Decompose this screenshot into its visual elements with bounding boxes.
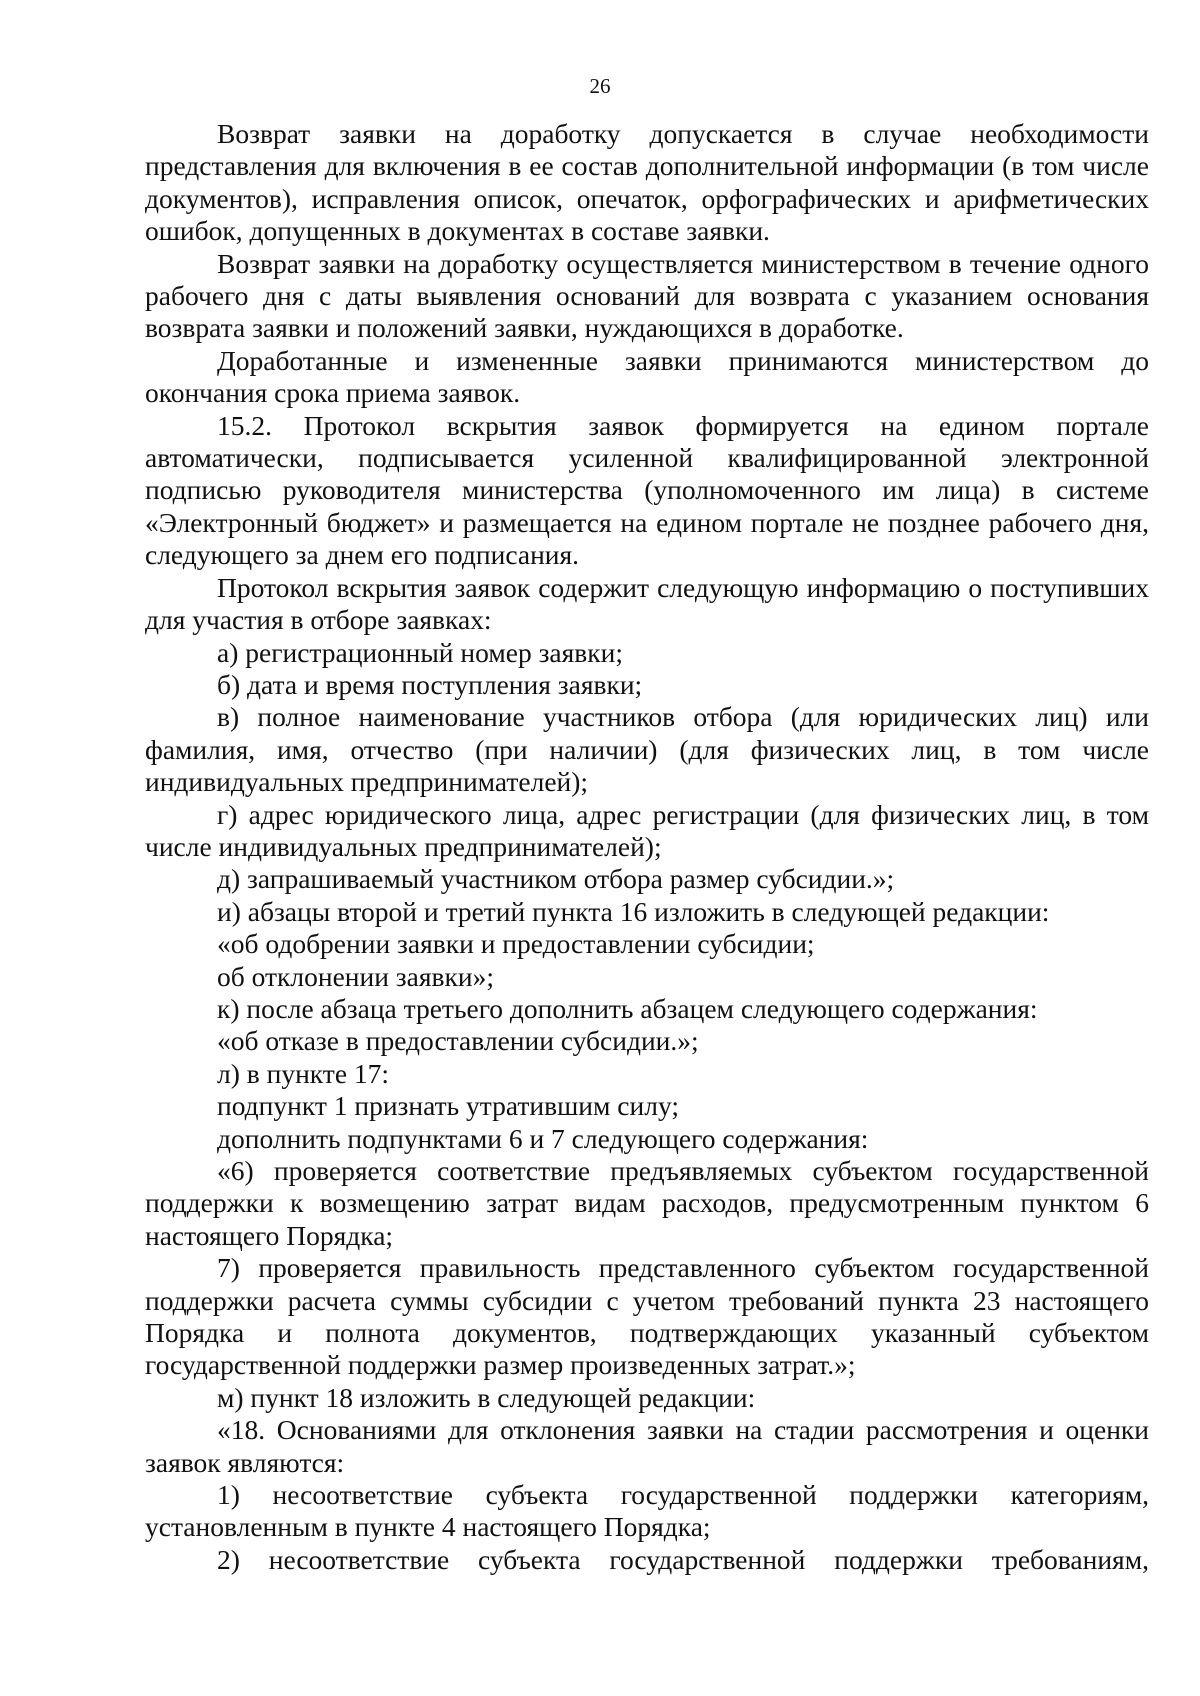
- page-number: 26: [589, 74, 611, 98]
- paragraph: Возврат заявки на доработку осуществляется министерством в течение одного рабочего дня с даты выявления оснований для возврата с указанием основания возврата заявки и положений заявки, нуждающихся в доработке.: [145, 247, 1149, 344]
- list-item: 2) несоответствие субъекта государственной поддержки требованиям,: [217, 1543, 1149, 1575]
- paragraph: 15.2. Протокол вскрытия заявок формируется на едином портале автоматически, подписывается усиленной квалифицированной электронной подписью руководителя министерства (уполномоченного им лица) в системе «Электронный бюджет» и размещается на едином портале не позднее рабочего дня, следующего за днем его подписания.: [145, 409, 1149, 571]
- list-item: в) полное наименование участников отбора (для юридических лиц) или фамилия, имя, отчество (при наличии) (для физических лиц, в том числе индивидуальных предпринимателей);: [145, 701, 1149, 798]
- quoted-text: об отклонении заявки»;: [217, 960, 494, 992]
- quoted-text: «6) проверяется соответствие предъявляемых субъектом государственной поддержки к возмещению затрат видам расходов, предусмотренным пунктом 6 настоящего Порядка;: [145, 1155, 1149, 1251]
- paragraph: подпункт 1 признать утратившим силу;: [217, 1090, 679, 1122]
- paragraph: Доработанные и измененные заявки принимаются министерством до окончания срока приема заявок.: [145, 344, 1149, 409]
- paragraph: дополнить подпунктами 6 и 7 следующего содержания:: [217, 1122, 869, 1154]
- list-item: 1) несоответствие субъекта государственной поддержки категориям, установленным в пункте 4 настоящего Порядка;: [145, 1479, 1149, 1543]
- list-item: а) регистрационный номер заявки;: [217, 636, 623, 668]
- list-item: б) дата и время поступления заявки;: [217, 668, 643, 700]
- amendment-item: л) в пункте 17:: [217, 1057, 390, 1089]
- paragraph: Протокол вскрытия заявок содержит следующую информацию о поступивших для участия в отборе заявках:: [145, 571, 1149, 636]
- quoted-text: «об отказе в предоставлении субсидии.»;: [217, 1025, 699, 1057]
- quoted-text: «18. Основаниями для отклонения заявки на стадии рассмотрения и оценки заявок являются:: [145, 1414, 1149, 1478]
- paragraph: Возврат заявки на доработку допускается в случае необходимости представления для включения в ее состав дополнительной информации (в том числе документов), исправления описок, опечаток, орфографических и арифметических ошибок, допущенных в документах в составе заявки.: [145, 118, 1149, 247]
- amendment-item: и) абзацы второй и третий пункта 16 изложить в следующей редакции:: [217, 895, 1050, 927]
- list-item: д) запрашиваемый участником отбора размер субсидии.»;: [217, 863, 895, 895]
- list-item: г) адрес юридического лица, адрес регистрации (для физических лиц, в том числе индивидуальных предпринимателей);: [145, 798, 1149, 862]
- quoted-text: «об одобрении заявки и предоставлении субсидии;: [217, 928, 815, 960]
- amendment-item: м) пункт 18 изложить в следующей редакции:: [217, 1381, 756, 1413]
- amendment-item: к) после абзаца третьего дополнить абзацем следующего содержания:: [217, 992, 1038, 1024]
- quoted-text: 7) проверяется правильность представленного субъектом государственной поддержки расчета суммы субсидии с учетом требований пункта 23 настоящего Порядка и полнота документов, подтверждающих указанный субъектом государственной поддержки размер произведенных затрат.»;: [145, 1252, 1149, 1381]
- document-body: [145, 118, 1149, 1576]
